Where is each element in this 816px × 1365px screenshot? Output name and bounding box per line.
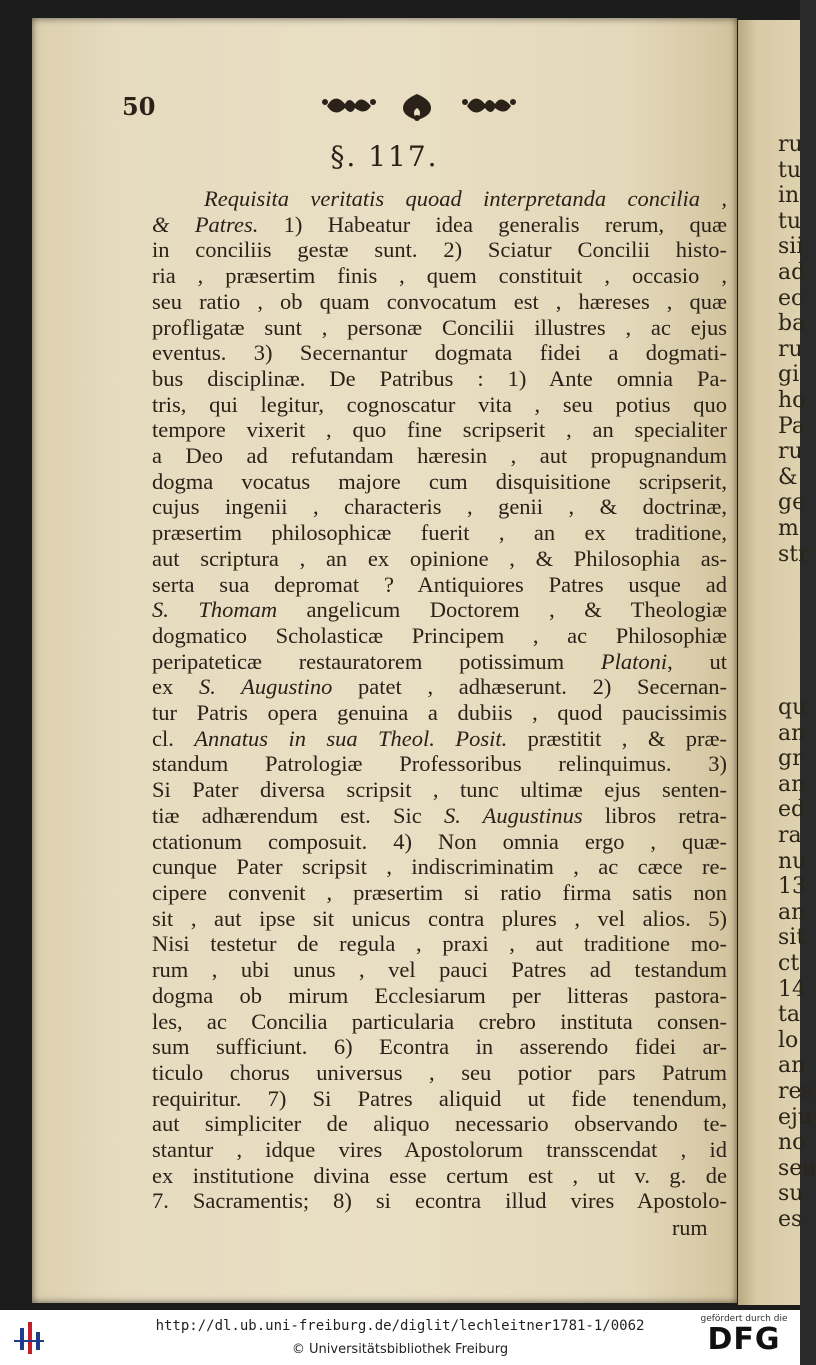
text-line xyxy=(152,623,727,649)
text-line xyxy=(152,751,727,777)
text-run: patet , adhæserunt. 2) Secernan- xyxy=(332,674,727,700)
text-run: angelicum Doctorem , & Theologiæ xyxy=(277,597,727,623)
text-run: , ut xyxy=(667,648,727,674)
text-run: ex institutione divina esse certum est , ut v. g. de xyxy=(152,1162,727,1188)
ornament-icon xyxy=(317,88,547,124)
next-page-edge xyxy=(738,20,816,1305)
text-line xyxy=(152,212,727,238)
text-run: præsertim philosophicæ fuerit , an ex traditione, xyxy=(152,520,727,546)
text-line xyxy=(152,931,727,957)
text-line xyxy=(152,906,727,932)
text-line xyxy=(152,417,727,443)
text-line xyxy=(152,494,727,520)
text-line xyxy=(152,366,727,392)
text-line xyxy=(152,237,727,263)
text-run: aut scriptura , an ex opinione , & Philosophia as- xyxy=(152,545,727,571)
text-run: tur Patris opera genuina a dubiis , quod paucissimis xyxy=(152,700,727,726)
text-run: sit , aut ipse sit unicus contra plures , vel alios. 5) xyxy=(152,905,727,931)
italic-text: Annatus in sua Theol. Posit. xyxy=(194,725,508,751)
text-line xyxy=(152,726,727,752)
text-line xyxy=(152,469,727,495)
book-page xyxy=(32,18,737,1303)
text-run: Nisi testetur de regula , praxi , aut traditione mo- xyxy=(152,931,727,957)
italic-text: & Patres. xyxy=(152,211,259,237)
italic-text: S. Augustinus xyxy=(443,802,583,828)
text-run: tempore vixerit , quo fine scripserit , an specialiter xyxy=(152,417,727,443)
text-line xyxy=(152,1111,727,1137)
catchword: rum xyxy=(672,1215,708,1240)
text-line xyxy=(152,520,727,546)
text-run: Si Pater diversa scripsit , tunc ultimæ ejus senten- xyxy=(152,777,727,803)
text-line xyxy=(152,315,727,341)
text-line xyxy=(152,854,727,880)
text-line xyxy=(152,289,727,315)
text-line xyxy=(152,649,727,675)
text-run: cujus ingenii , characteris , genii , & doctrinæ, xyxy=(152,494,727,520)
text-run: 1) Habeatur idea generalis rerum, quæ xyxy=(258,211,727,237)
text-line xyxy=(152,443,727,469)
text-line xyxy=(152,1188,727,1214)
text-line xyxy=(152,983,727,1009)
text-run: tris, qui legitur, cognoscatur vita , seu potius quo xyxy=(152,391,727,417)
text-line xyxy=(152,572,727,598)
text-run: tiæ adhærendum est. Sic xyxy=(152,802,444,828)
text-run: stantur , idque vires Apostolorum transscendat , id xyxy=(152,1137,727,1163)
text-run: ctationum composuit. 4) Non omnia ergo , quæ- xyxy=(152,828,727,854)
text-line xyxy=(152,546,727,572)
text-line xyxy=(152,803,727,829)
text-run: seu ratio , ob quam convocatum est , hæreses , quæ xyxy=(152,288,727,314)
footer-bar xyxy=(0,1310,800,1365)
text-run: ria , præsertim finis , quem constituit , occasio , xyxy=(152,263,727,289)
dfg-logo-text: DFG xyxy=(707,1322,781,1357)
text-line xyxy=(152,1137,727,1163)
text-line xyxy=(152,957,727,983)
text-run: præstitit , & præ- xyxy=(507,725,727,751)
text-line xyxy=(152,880,727,906)
text-run: in conciliis gestæ sunt. 2) Sciatur Concilii histo- xyxy=(152,237,727,263)
text-line xyxy=(152,777,727,803)
text-run: dogmatico Scholasticæ Principem , ac Philosophiæ xyxy=(152,622,727,648)
text-run: aut simpliciter de aliquo necessario observando te- xyxy=(152,1111,727,1137)
text-run: cipere convenit , præsertim si ratio firma satis non xyxy=(152,879,727,905)
source-url-link[interactable]: http://dl.ub.uni-freiburg.de/diglit/lechleitner1781-1/0062 xyxy=(155,1318,645,1334)
text-run: libros retra- xyxy=(582,802,727,828)
dfg-logo xyxy=(696,1314,792,1362)
text-line xyxy=(152,340,727,366)
italic-text: Platoni xyxy=(600,648,668,674)
italic-text: Requisita veritatis quoad interpretanda concilia , xyxy=(204,186,727,211)
next-page-fragments: ru tu in tu sii ad ec ba ru gi ho Pa ru & ge m str qu an gr an ed ra nu 13 an sit ct 14 ta lo an res eju no seu su es xyxy=(778,132,816,1232)
text-run: profligatæ sunt , personæ Concilii illustres , ac ejus xyxy=(152,314,727,340)
page-number: 50 xyxy=(122,92,156,121)
italic-text: S. Augustino xyxy=(198,674,333,700)
text-run: standum Patrologiæ Professoribus relinquimus. 3) xyxy=(152,751,727,777)
text-line xyxy=(152,1060,727,1086)
text-run: cunque Pater scripsit , indiscriminatim , ac cæce re- xyxy=(152,854,727,880)
text-line xyxy=(152,1163,727,1189)
text-run: dogma vocatus majore cum disquisitione scripserit, xyxy=(152,468,727,494)
text-run: les, ac Concilia particularia crebro instituta consen- xyxy=(152,1008,727,1034)
text-line xyxy=(152,700,727,726)
text-run: cl. xyxy=(152,725,195,751)
text-line xyxy=(152,1009,727,1035)
text-line xyxy=(152,1086,727,1112)
text-run: dogma ob mirum Ecclesiarum per litteras pastora- xyxy=(152,982,727,1008)
text-line xyxy=(152,392,727,418)
text-run: requiritur. 7) Si Patres aliquid ut fide tenendum, xyxy=(152,1085,727,1111)
italic-text: S. Thomam xyxy=(152,597,278,623)
text-line xyxy=(152,186,727,212)
text-run: bus disciplinæ. De Patribus : 1) Ante omnia Pa- xyxy=(152,365,727,391)
text-line xyxy=(152,263,727,289)
text-run: ticulo chorus universus , seu potior pars Patrum xyxy=(152,1059,727,1085)
text-run: rum , ubi unus , vel pauci Patres ad testandum xyxy=(152,957,727,983)
text-line xyxy=(152,674,727,700)
text-run: peripateticæ restauratorem potissimum xyxy=(152,648,601,674)
dfg-funding-text: gefördert durch die xyxy=(700,1314,788,1324)
text-line xyxy=(152,1034,727,1060)
text-line xyxy=(152,597,727,623)
text-line xyxy=(152,829,727,855)
text-run: sum sufficiunt. 6) Econtra in asserendo fidei ar- xyxy=(152,1034,727,1060)
text-run: eventus. 3) Secernantur dogmata fidei a dogmati- xyxy=(152,340,727,366)
text-run: a Deo ad refutandam hæresin , aut propugnandum xyxy=(152,443,727,469)
body-text xyxy=(152,186,727,1214)
text-run: ex xyxy=(152,674,199,700)
copyright-text: © Universitätsbibliothek Freiburg xyxy=(291,1342,509,1357)
text-run: 7. Sacramentis; 8) si econtra illud vires Apostolo- xyxy=(152,1188,727,1214)
text-run: serta sua depromat ? Antiquiores Patres usque ad xyxy=(152,571,727,597)
section-title: §. 117. xyxy=(330,140,439,173)
page-header xyxy=(122,88,722,128)
